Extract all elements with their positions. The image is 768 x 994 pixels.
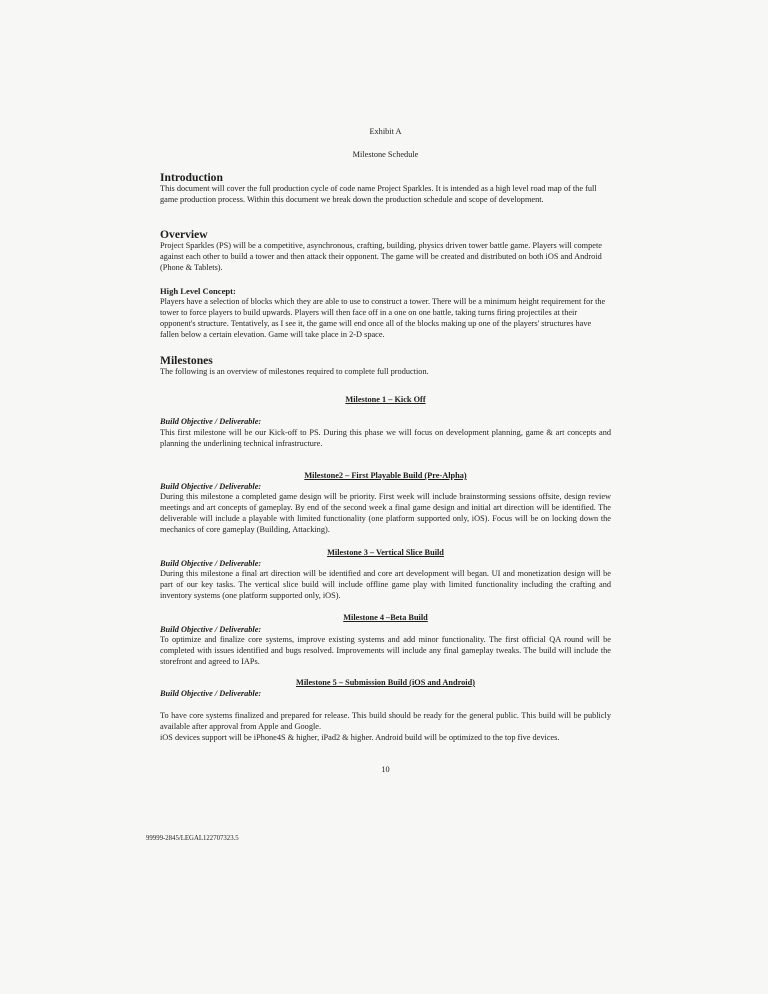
introduction-heading: Introduction (160, 171, 223, 184)
milestone-2-label: Build Objective / Deliverable: (160, 482, 262, 491)
overview-text: Project Sparkles (PS) will be a competitive, asynchronous, crafting, building, physics driven tower battle game. Players will compete against each other to build a tower and then attack their opponent. The game will be created and distributed on both iOS and Android (Phone & Tablets). (160, 241, 602, 273)
milestone-5-title: Milestone 5 – Submission Build (iOS and Android) (296, 678, 475, 687)
concept-heading: High Level Concept: (160, 286, 236, 296)
milestone-3-title: Milestone 3 – Vertical Slice Build (327, 548, 444, 557)
milestone-5-label: Build Objective / Deliverable: (160, 689, 262, 698)
milestone-1-text: This first milestone will be our Kick-off to PS. During this phase we will focus on development planning, game & art concepts and planning the underlining technical infrastructure. (160, 428, 611, 449)
milestone-5-text-2: iOS devices support will be iPhone4S & higher, iPad2 & higher. Android build will be optimized to the top five devices. (160, 733, 560, 742)
schedule-title: Milestone Schedule (352, 150, 419, 159)
page-number: 10 (381, 765, 390, 774)
introduction-text: This document will cover the full production cycle of code name Project Sparkles. It is intended as a high level road map of the full game production process. Within this document we break down the production schedule and scope of development. (160, 184, 597, 205)
milestone-2-text: During this milestone a completed game design will be priority. First week will include brainstorming sessions offsite, design review meetings and art concepts of gameplay. By end of the second week a final game design and initial art direction will be identified. The deliverable will include a playable with limited functionality (one platform supported only, iOS). Focus will be on locking down the mechanics of core gameplay (Building, Attacking). (160, 492, 611, 535)
milestones-intro: The following is an overview of milestones required to complete full production. (160, 367, 429, 376)
milestones-heading: Milestones (160, 354, 213, 367)
exhibit-label: Exhibit A (369, 127, 402, 136)
milestone-4-text: To optimize and finalize core systems, improve existing systems and add minor functionality. The first official QA round will be completed with issues identified and bugs resolved. Improvements will include any final gameplay tweaks. The build will include the storefront and agreed to IAPs. (160, 635, 611, 667)
milestone-1-title: Milestone 1 – Kick Off (345, 395, 426, 404)
milestone-5-text: To have core systems finalized and prepared for release. This build should be ready for the general public. This build will be publicly available after approval from Apple and Google. (160, 711, 611, 732)
concept-text: Players have a selection of blocks which they are able to use to construct a tower. There will be a minimum height requirement for the tower to force players to build upwards. Players will then face off in a one on one battle, taking turns firing projectiles at their opponent's structure. Tentatively, as I see it, the game will end once all of the blocks making up one of the players' structures have fallen below a certain elevation. Game will take place in 2-D space. (160, 297, 606, 340)
milestone-1-label: Build Objective / Deliverable: (160, 417, 262, 426)
milestone-2-title: Milestone2 – First Playable Build (Pre-Alpha) (304, 471, 467, 480)
milestone-3-text: During this milestone a final art direction will be identified and core art development will began. UI and monetization design will be part of our key tasks. The vertical slice build will include offline game play with limited functionality including the crafting and inventory systems (one platform supported only, iOS). (160, 569, 611, 601)
milestone-3-label: Build Objective / Deliverable: (160, 559, 262, 568)
milestone-4-title: Milestone 4 –Beta Build (343, 613, 428, 622)
overview-heading: Overview (160, 228, 208, 241)
milestone-4-label: Build Objective / Deliverable: (160, 625, 262, 634)
footer-doc-id: 99999-2845/LEGAL122707323.5 (146, 835, 239, 842)
